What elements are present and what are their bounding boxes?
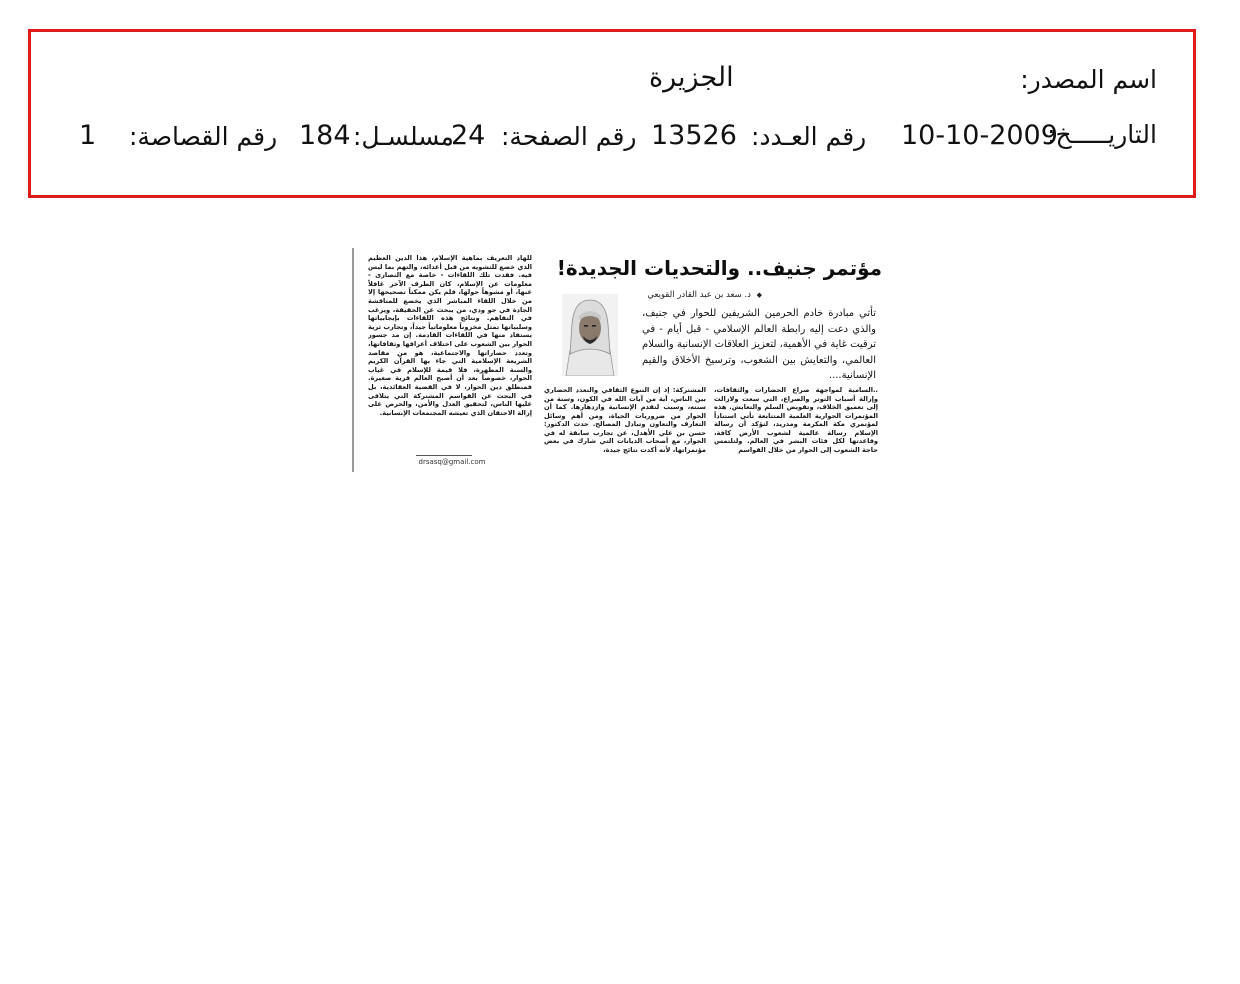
date-label: التاريـــــخ: <box>1047 120 1157 149</box>
date-value: 10-10-2009 <box>901 120 1058 151</box>
serial-label: مسلسـل: <box>353 122 454 151</box>
author-email: drsasq@gmail.com <box>418 458 486 466</box>
clip-value: 1 <box>79 120 97 151</box>
clipping-left-rule <box>352 248 354 472</box>
article-column-middle: المشتركة: إذ إن التنوع الثقافي والتعدد الحضاري بين الناس، آية من آيات الله في الكون، وسنة من سننه، وسبب لتقدم الإنسانية وازدهارها. كما أن الحوار من ضروريات الحياة، ومن أهم وسائل التعارف والتعاون وتبادل المصالح. حدث الدكتور: حسن بن علي الأهدل، عن تجارب سابقة له في الحوار، مع أصحاب الديانات التي شارك في بعض مؤتمراتها، لأنه أكدت نتائج جيدة، <box>544 386 706 454</box>
issue-value: 13526 <box>651 120 737 151</box>
author-photo <box>562 294 618 376</box>
page-label: رقم الصفحة: <box>501 122 637 151</box>
source-label: اسم المصدر: <box>1020 65 1157 94</box>
source-info-box <box>28 29 1196 198</box>
issue-label: رقم العـدد: <box>751 122 867 151</box>
clip-label: رقم القصاصة: <box>129 122 278 151</box>
diamond-bullet-icon: ◆ <box>756 291 762 299</box>
newspaper-clipping <box>352 248 882 472</box>
serial-value: 184 <box>299 120 351 151</box>
signature-divider <box>416 455 472 456</box>
source-value: الجزيرة <box>649 62 734 93</box>
article-column-right: ..السامية لمواجهة صراع الحضارات والثقافات، وإزالة أسباب التوتر والصراع، التي سعت ولازالت إلى تعميق الخلاف، وتقويض السلم والتعايش. هذه المؤتمرات الحوارية العلمية المتتابعة تأتي استناداً لمؤتمري مكة المكرمة ومدريد، لتؤكد أن رسالة الإسلام رسالة عالمية لشعوب الأرض كافة، وقاعدتها لكل فئات البشر في العالم. ولتلتمس حاجة الشعوب إلى الحوار من خلال القواسم <box>714 386 878 454</box>
article-lead: تأتي مبادرة خادم الحرمين الشريفين للحوار في جنيف، والذي دعت إليه رابطة العالم الإسلامي - قبل أيام - في ترقيت غاية في الأهمية، لتعزيز العلاقات الإنسانية والسلام العالمي، والتعايش بين الشعوب، وترسيخ الأخلاق والقيم الإنسانية.... <box>642 308 876 381</box>
page-value: 24 <box>451 120 486 151</box>
author-name: د. سعد بن عبد القادر القويعي <box>647 290 751 300</box>
article-title: مؤتمر جنيف.. والتحديات الجديدة! <box>556 256 882 280</box>
article-column-left: للهاد التعريف بماهية الإسلام، هذا الدين العظيم الذي خضع للتشويه من قبل أعدائه، والتهم بما ليس فيه. فقدت تلك اللقاءات - خاصة مع النصارى - معلومات عن الإسلام، كان الطرف الآخر غافلاً عنها، أو مشوهاً حولها، فلم يكن ممكناً تصحيحها إلا من خلال اللقاء المباشر الذي يخضع للمناقشة الجادة في جو ودي، من يبحث عن الحقيقة، ويرغب في التفاهم. ونتائج هذه اللقاءات بإيجابياتها وسلبياتها تمثل مخزوناً معلوماتياً جيداً، وتجارب ثرية يستفاد منها في اللقاءات القادمة. إن مد جسور الحوار بين الشعوب على اختلاف أعراقها وثقافاتها، وتعدد حضاراتها والاجتماعية، هو من مقاصد الشريعة الإسلامية التي جاء بها القرآن الكريم والسنة المطهرة، فلا قيمة للإسلام في غياب الحوار، خصوصاً بعد أن أصبح العالم قرية صغيرة. فمنطلق دين الحوار، لا في القضية العقائدية، بل في البحث عن القواسم المشتركة التي يتلاقى عليها الناس، لتحقيق العدل والأمن، والحرص على إزالة الاحتقان الذي تعيشه المجتمعات الإنسانية. <box>368 254 532 417</box>
